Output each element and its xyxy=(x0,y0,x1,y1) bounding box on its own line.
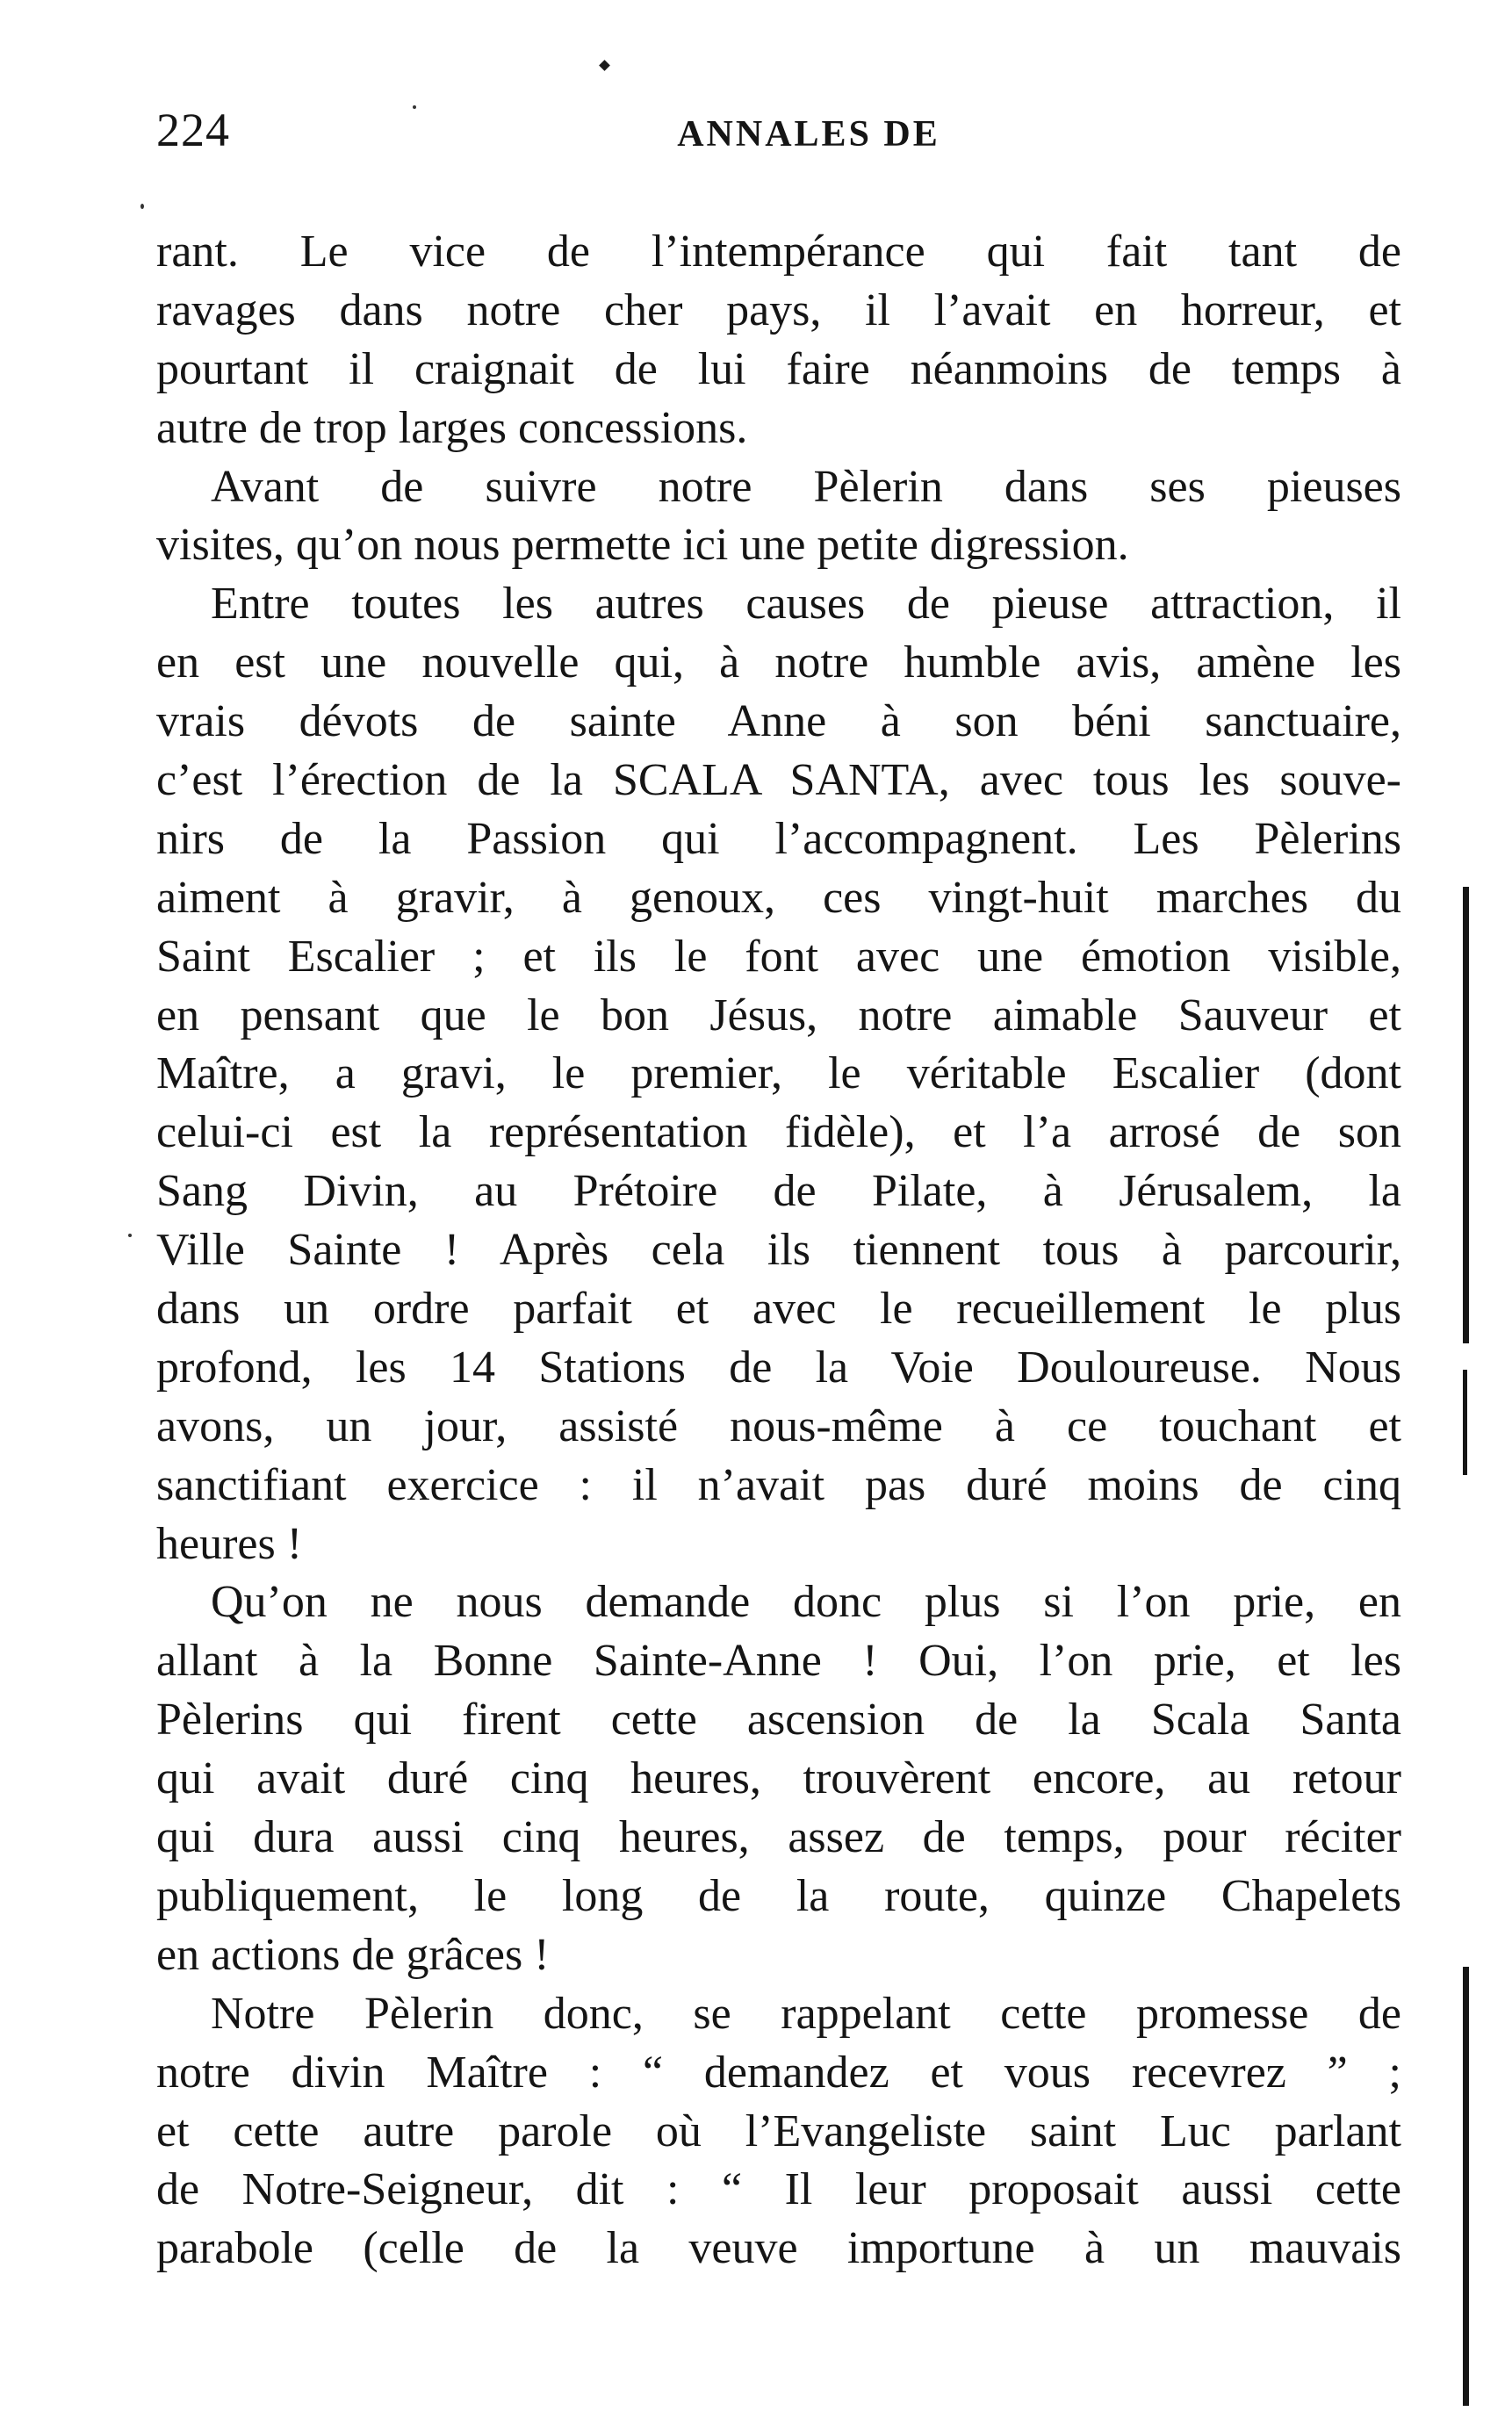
text-line: Maître, a gravi, le premier, le véritable Escalier (dont xyxy=(156,1048,1401,1099)
text-line: pourtant il craignait de lui faire néanmoins de temps à xyxy=(156,343,1401,394)
text-line: nirs de la Passion qui l’accompagnent. Les Pèlerins xyxy=(156,813,1401,864)
text-line: de Notre-Seigneur, dit : “ Il leur proposait aussi cette xyxy=(156,2164,1401,2215)
scan-speck xyxy=(413,105,416,109)
text-line: celui-ci est la représentation fidèle), et l’a arrosé de son xyxy=(156,1107,1401,1158)
text-line: c’est l’érection de la SCALA SANTA, avec tous les souve- xyxy=(156,755,1401,806)
running-head: ANNALES DE xyxy=(677,114,940,155)
binding-edge-shadow xyxy=(1463,887,1469,1343)
text-line: heures ! xyxy=(156,1518,303,1569)
text-line: Qu’on ne nous demande donc plus si l’on prie, en xyxy=(211,1577,1401,1628)
text-line: parabole (celle de la veuve importune à un mauvais xyxy=(156,2223,1401,2274)
scan-speck xyxy=(140,204,144,209)
text-line: en actions de grâces ! xyxy=(156,1929,550,1980)
text-line: sanctifiant exercice : il n’avait pas duré moins de cinq xyxy=(156,1459,1401,1510)
text-line: et cette autre parole où l’Evangeliste saint Luc parlant xyxy=(156,2105,1401,2156)
text-line: profond, les 14 Stations de la Voie Douloureuse. Nous xyxy=(156,1342,1401,1393)
text-line: en pensant que le bon Jésus, notre aimable Sauveur et xyxy=(156,990,1401,1040)
binding-edge-shadow xyxy=(1463,1967,1469,2406)
text-line: dans un ordre parfait et avec le recueillement le plus xyxy=(156,1284,1401,1335)
text-line: qui avait duré cinq heures, trouvèrent encore, au retour xyxy=(156,1753,1401,1804)
text-line: vrais dévots de sainte Anne à son béni sanctuaire, xyxy=(156,696,1401,747)
text-line: Notre Pèlerin donc, se rappelant cette promesse de xyxy=(211,1988,1401,2039)
text-line: Pèlerins qui firent cette ascension de la Scala Santa xyxy=(156,1695,1401,1746)
printer-mark xyxy=(599,60,610,71)
text-line: Entre toutes les autres causes de pieuse attraction, il xyxy=(211,579,1401,630)
text-line: avons, un jour, assisté nous-même à ce touchant et xyxy=(156,1400,1401,1451)
page-number: 224 xyxy=(156,104,230,156)
text-line: aiment à gravir, à genoux, ces vingt-huit marches du xyxy=(156,872,1401,923)
text-line: notre divin Maître : “ demandez et vous recevrez ” ; xyxy=(156,2047,1401,2098)
text-line: rant. Le vice de l’intempérance qui fait tant de xyxy=(156,227,1401,277)
text-line: visites, qu’on nous permette ici une petite digression. xyxy=(156,520,1129,571)
text-line: allant à la Bonne Sainte-Anne ! Oui, l’on prie, et les xyxy=(156,1636,1401,1687)
scan-speck xyxy=(128,1234,132,1237)
text-line: qui dura aussi cinq heures, assez de temps, pour réciter xyxy=(156,1812,1401,1863)
text-line: autre de trop larges concessions. xyxy=(156,402,748,453)
body-text xyxy=(156,223,1401,2278)
text-line: Sang Divin, au Prétoire de Pilate, à Jérusalem, la xyxy=(156,1166,1401,1217)
text-line: publiquement, le long de la route, quinze Chapelets xyxy=(156,1870,1401,1921)
text-line: Saint Escalier ; et ils le font avec une émotion visible, xyxy=(156,931,1401,982)
text-line: ravages dans notre cher pays, il l’avait en horreur, et xyxy=(156,284,1401,335)
binding-edge-shadow xyxy=(1463,1370,1467,1475)
text-line: Avant de suivre notre Pèlerin dans ses pieuses xyxy=(211,461,1401,512)
text-line: Ville Sainte ! Après cela ils tiennent tous à parcourir, xyxy=(156,1225,1401,1276)
text-line: en est une nouvelle qui, à notre humble avis, amène les xyxy=(156,637,1401,688)
